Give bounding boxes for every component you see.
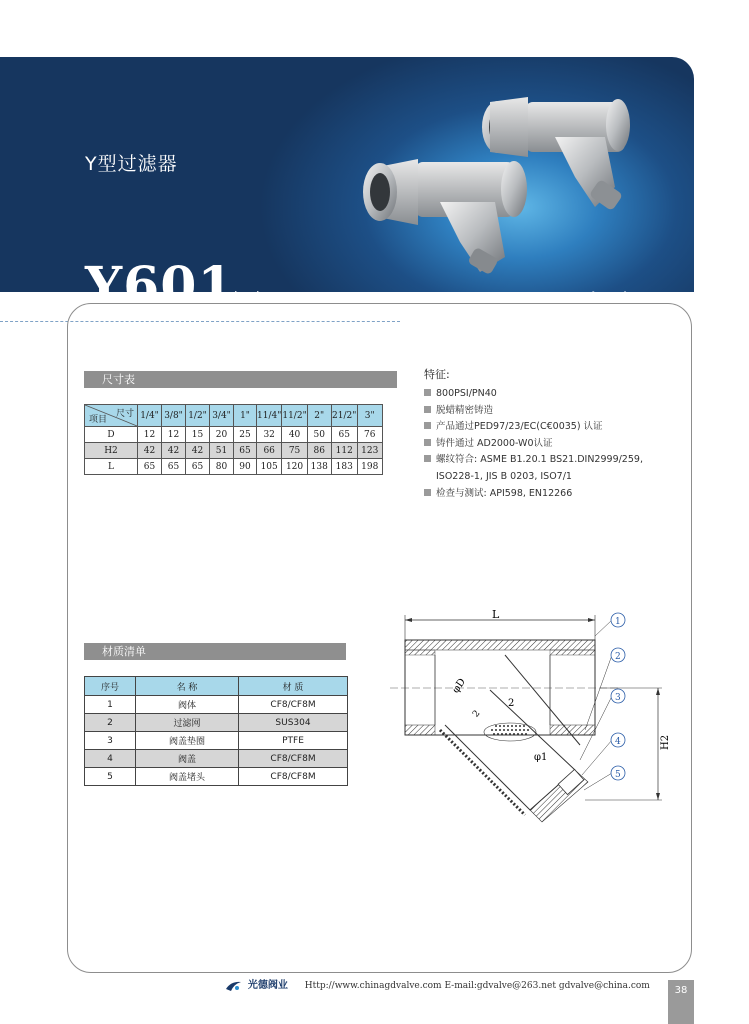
table-row [85, 427, 383, 443]
feature-item: 产品通过PED97/23/EC(C€0035) 认证 [424, 419, 694, 436]
table-cell: 3 [85, 732, 136, 750]
size-header: 2" [307, 405, 331, 427]
size-header: 3/8" [162, 405, 186, 427]
bullet-square-icon [424, 489, 431, 496]
table-cell: CF8/CF8M [239, 768, 348, 786]
table-cell: 15 [186, 427, 210, 443]
feature-item: 800PSI/PN40 [424, 386, 694, 403]
footer [225, 976, 650, 993]
size-header: 1/2" [186, 405, 210, 427]
features-list [424, 366, 694, 502]
contact-info: Http://www.chinagdvalve.com E-mail:gdvalve@263.net gdvalve@china.com [304, 981, 650, 991]
sub-model-label: (Y611) [590, 289, 629, 304]
table-cell: 阀盖堵头 [136, 768, 239, 786]
table-cell: 50 [307, 427, 331, 443]
material-table [84, 676, 348, 786]
table-cell: 123 [357, 443, 382, 459]
table-cell: 65 [234, 443, 257, 459]
table-cell: 2 [85, 714, 136, 732]
size-header: 1/4" [138, 405, 162, 427]
technical-drawing [390, 600, 680, 830]
table-cell: PTFE [239, 732, 348, 750]
bullet-square-icon [424, 455, 431, 462]
table-cell: 75 [282, 443, 307, 459]
table-cell: 25 [234, 427, 257, 443]
callout-label: 1 [615, 617, 621, 627]
size-header: 1" [234, 405, 257, 427]
row-label: L [85, 459, 138, 475]
table-cell: 42 [162, 443, 186, 459]
table-cell: 20 [210, 427, 234, 443]
table-cell: 12 [162, 427, 186, 443]
table-cell: 65 [138, 459, 162, 475]
label-phiD: φD [450, 676, 469, 696]
feature-item: 检查与测试: API598, EN12266 [424, 486, 694, 503]
table-cell: 过滤网 [136, 714, 239, 732]
table-cell: 65 [331, 427, 357, 443]
table-row [85, 696, 348, 714]
table-cell: CF8/CF8M [239, 750, 348, 768]
product-category-title: Y型过滤器 [85, 153, 178, 175]
table-cell: 105 [257, 459, 282, 475]
table-row [85, 443, 383, 459]
size-header: 3/4" [210, 405, 234, 427]
table-cell: 1 [85, 696, 136, 714]
feature-item: 螺纹符合: ASME B1.20.1 BS21.DIN2999/259, [424, 452, 694, 469]
callout-label: 5 [615, 770, 621, 780]
table-row [85, 768, 348, 786]
column-header: 名 称 [136, 677, 239, 696]
table-cell: 86 [307, 443, 331, 459]
callout-label: 3 [615, 693, 621, 703]
bullet-square-icon [424, 422, 431, 429]
dimension-corner-header [85, 405, 138, 427]
table-cell: 112 [331, 443, 357, 459]
size-header: 11/4" [257, 405, 282, 427]
header-banner [0, 57, 694, 317]
table-cell: 40 [282, 427, 307, 443]
label-2b: 2 [471, 708, 483, 720]
bullet-square-icon [424, 389, 431, 396]
table-cell: 120 [282, 459, 307, 475]
corner-label-item: 项目 [89, 415, 108, 425]
table-cell: 76 [357, 427, 382, 443]
table-cell: 42 [138, 443, 162, 459]
features-title: 特征: [424, 368, 450, 381]
table-cell: 66 [257, 443, 282, 459]
corner-label-size: 尺寸 [115, 409, 134, 419]
table-cell: 阀盖 [136, 750, 239, 768]
brand-name: 光德阀业 [247, 980, 288, 991]
feature-item: 铸件通过 AD2000-W0认证 [424, 436, 694, 453]
table-cell: 80 [210, 459, 234, 475]
size-header: 3" [357, 405, 382, 427]
table-cell: 90 [234, 459, 257, 475]
brand-logo-icon [225, 979, 243, 993]
label-H2: H2 [660, 734, 671, 750]
column-header: 材 质 [239, 677, 348, 696]
table-cell: 65 [162, 459, 186, 475]
column-header: 序号 [85, 677, 136, 696]
row-label: H2 [85, 443, 138, 459]
label-2a: 2 [508, 698, 515, 709]
table-row [85, 750, 348, 768]
table-cell: 198 [357, 459, 382, 475]
table-cell: CF8/CF8M [239, 696, 348, 714]
feature-item: 脱蜡精密铸造 [424, 403, 694, 420]
dimension-table [84, 404, 383, 475]
size-header: 11/2" [282, 405, 307, 427]
label-phi1: φ1 [534, 752, 548, 763]
page-number: 38 [668, 980, 694, 1024]
bullet-square-icon [424, 406, 431, 413]
table-row [85, 732, 348, 750]
table-cell: SUS304 [239, 714, 348, 732]
table-row [85, 714, 348, 732]
table-cell: 51 [210, 443, 234, 459]
size-header: 21/2" [331, 405, 357, 427]
table-cell: 65 [186, 459, 210, 475]
feature-item-continuation: ISO228-1, JIS B 0203, ISO7/1 [436, 470, 572, 482]
product-model: Y601 [85, 256, 235, 317]
row-label: D [85, 427, 138, 443]
material-section-header: 材质清单 [84, 643, 346, 660]
dimension-section-header: 尺寸表 [84, 371, 397, 388]
table-cell: 阀盖垫圈 [136, 732, 239, 750]
label-L: L [492, 608, 500, 621]
bullet-square-icon [424, 439, 431, 446]
table-cell: 42 [186, 443, 210, 459]
table-cell: 32 [257, 427, 282, 443]
table-row [85, 459, 383, 475]
callout-label: 2 [615, 652, 621, 662]
table-cell: 4 [85, 750, 136, 768]
callout-label: 4 [615, 737, 621, 747]
table-cell: 5 [85, 768, 136, 786]
table-cell: 阀体 [136, 696, 239, 714]
table-cell: 12 [138, 427, 162, 443]
table-cell: 183 [331, 459, 357, 475]
valve-product-image [330, 57, 694, 292]
table-cell: 138 [307, 459, 331, 475]
